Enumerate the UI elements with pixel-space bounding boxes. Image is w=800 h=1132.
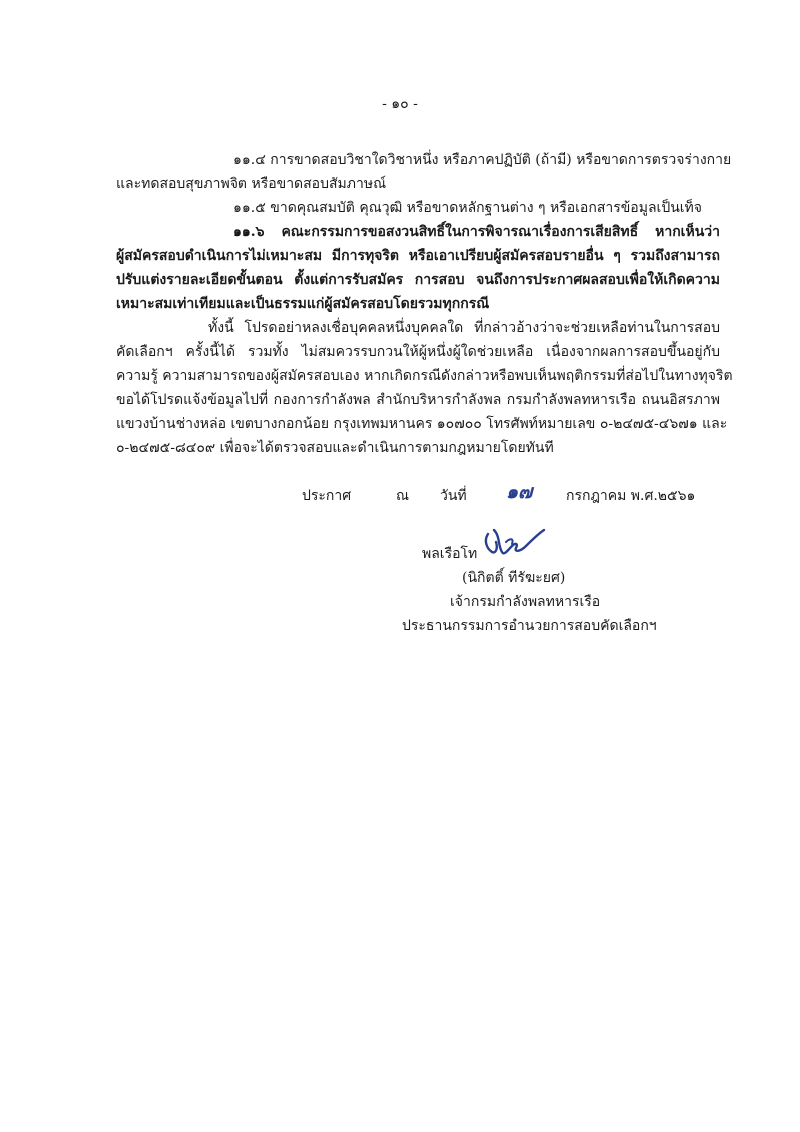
item-11-6-line4: เหมาะสมเท่าเทียมและเป็นธรรมแก่ผู้สมัครสอบโดยรวมทุกกรณี	[116, 296, 490, 312]
na-label: ณ	[396, 488, 409, 504]
item-11-4-line2: และทดสอบสุขภาพจิต หรือขาดสอบสัมภาษณ์	[116, 176, 387, 192]
month-year: กรกฎาคม พ.ศ.๒๕๖๑	[566, 488, 696, 504]
item-11-6-line1: ๑๑.๖ คณะกรรมการขอสงวนสิทธิ์ในการพิจารณาเรื่องการเสียสิทธิ์ หากเห็นว่า	[233, 224, 720, 240]
prakat-label: ประกาศ	[302, 488, 352, 504]
notice-line4: ขอได้โปรดแจ้งข้อมูลไปที่ กองการกำลังพล สำนักบริหารกำลังพล กรมกำลังพลทหารเรือ ถนนอิสรภาพ	[116, 392, 720, 408]
notice-line6: ๐-๒๔๗๕-๘๔๐๙ เพื่อจะได้ตรวจสอบและดำเนินการตามกฎหมายโดยทันที	[116, 440, 554, 456]
notice-line3: ความรู้ ความสามารถของผู้สมัครสอบเอง หากเกิดกรณีดังกล่าวหรือพบเห็นพฤติกรรมที่ส่อไปในทางทุจริต	[116, 368, 733, 384]
item-11-5: ๑๑.๕ ขาดคุณสมบัติ คุณวุฒิ หรือขาดหลักฐานต่าง ๆ หรือเอกสารข้อมูลเป็นเท็จ	[233, 200, 702, 216]
signer-position-2: ประธานกรรมการอำนวยการสอบคัดเลือกฯ	[402, 618, 657, 634]
notice-line2: คัดเลือกฯ ครั้งนี้ได้ รวมทั้ง ไม่สมควรรบกวนให้ผู้หนึ่งผู้ใดช่วยเหลือ เนื่องจากผลการสอบขึ้นอยู่กับ	[116, 344, 720, 360]
page-number: - ๑๐ -	[382, 96, 418, 112]
item-11-6-line3: ปรับแต่งรายละเอียดขั้นตอน ตั้งแต่การรับสมัคร การสอบ จนถึงการประกาศผลสอบเพื่อให้เกิดความ	[116, 272, 720, 288]
signer-position-1: เจ้ากรมกำลังพลทหารเรือ	[450, 594, 601, 610]
item-11-6-line2: ผู้สมัครสอบดำเนินการไม่เหมาะสม มีการทุจริต หรือเอาเปรียบผู้สมัครสอบรายอื่น ๆ รวมถึงสามารถ	[116, 248, 720, 264]
day-handwritten: ๑๗	[506, 481, 533, 503]
item-11-4-line1: ๑๑.๔ การขาดสอบวิชาใดวิชาหนึ่ง หรือภาคปฏิบัติ (ถ้ามี) หรือขาดการตรวจร่างกาย	[233, 152, 732, 168]
notice-line5: แขวงบ้านช่างหล่อ เขตบางกอกน้อย กรุงเทพมหานคร ๑๐๗๐๐ โทรศัพท์หมายเลข ๐-๒๔๗๕-๔๖๗๑ และ	[116, 416, 728, 432]
signer-rank: พลเรือโท	[422, 546, 478, 562]
signer-name: (นิกิตติ์ ทีรัฆะยศ)	[462, 570, 566, 586]
wanthi-label: วันที่	[440, 488, 467, 504]
handwritten-signature	[478, 522, 548, 562]
notice-line1: ทั้งนี้ โปรดอย่าหลงเชื่อบุคคลหนึ่งบุคคลใด ที่กล่าวอ้างว่าจะช่วยเหลือท่านในการสอบ	[208, 320, 720, 336]
